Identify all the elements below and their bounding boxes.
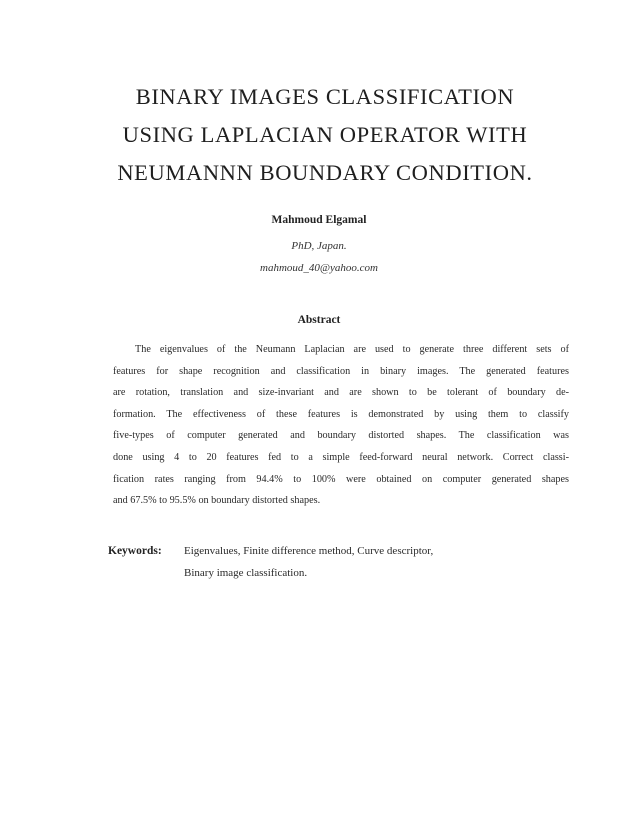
abstract-body xyxy=(113,339,569,512)
abstract-heading: Abstract xyxy=(297,314,341,326)
keywords-line-1: Eigenvalues, Finite difference method, Curve descriptor, xyxy=(184,545,434,557)
title-line-3: NEUMANNN BOUNDARY CONDITION. xyxy=(117,160,533,185)
abstract-line: features for shape recognition and classification in binary images. The generated features xyxy=(113,365,569,377)
abstract-line: formation. The effectiveness of these features is demonstrated by using them to classify xyxy=(113,408,569,420)
author-name: Mahmoud Elgamal xyxy=(271,214,367,226)
abstract-line: fication rates ranging from 94.4% to 100% were obtained on computer generated shapes xyxy=(113,473,569,485)
abstract-line: five-types of computer generated and boundary distorted shapes. The classification was xyxy=(113,430,569,442)
author-email: mahmoud_40@yahoo.com xyxy=(260,262,378,274)
keywords-label: Keywords: xyxy=(108,545,162,557)
paper-title xyxy=(90,78,560,192)
title-line-1: BINARY IMAGES CLASSIFICATION xyxy=(135,84,515,109)
author-affiliation: PhD, Japan. xyxy=(291,240,347,252)
title-line-2: USING LAPLACIAN OPERATOR WITH xyxy=(122,122,528,147)
abstract-line: done using 4 to 20 features fed to a simple feed-forward neural network. Correct classi- xyxy=(113,451,569,463)
keywords-line-2: Binary image classification. xyxy=(184,567,308,579)
abstract-line: The eigenvalues of the Neumann Laplacian are used to generate three different sets of xyxy=(135,344,569,355)
abstract-line: and 67.5% to 95.5% on boundary distorted shapes. xyxy=(113,495,321,507)
abstract-line: are rotation, translation and size-invariant and are shown to be tolerant of boundary de- xyxy=(113,387,569,399)
